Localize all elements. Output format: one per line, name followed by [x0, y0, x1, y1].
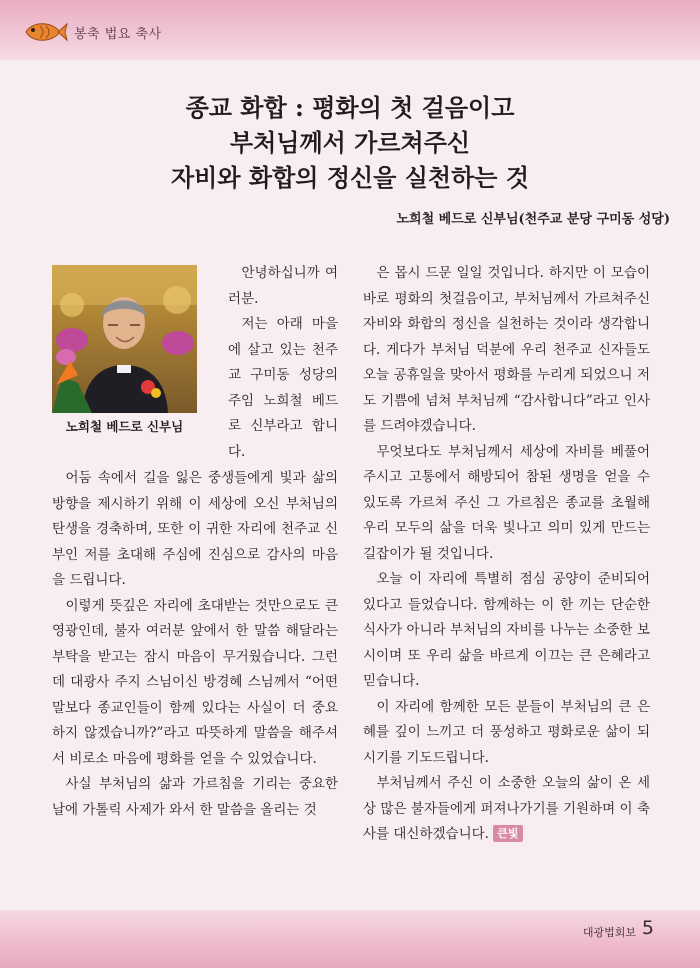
- article-title: [0, 90, 700, 195]
- body-paragraph: 어둠 속에서 길을 잃은 중생들에게 빛과 삶의 방향을 제시하기 위해 이 세상에 오신 부처님의 탄생을 경축하며, 또한 이 귀한 자리에 천주교 신부인 저를 초대해 주심에 진심으로 감사의 마음을 드립니다.: [52, 470, 338, 588]
- title-line-3: 자비와 화합의 정신을 실천하는 것: [171, 163, 529, 192]
- title-line-2: 부처님께서 가르쳐주신: [229, 128, 471, 157]
- author-photo: [52, 265, 197, 413]
- photo-caption: 노희철 베드로 신부님: [65, 419, 184, 434]
- body-paragraph: 이 자리에 함께한 모든 분들이 부처님의 큰 은혜를 깊이 느끼고 더 풍성하고 평화로운 삶이 되시기를 기도드립니다.: [363, 698, 650, 766]
- author-byline: 노희철 베드로 신부님(천주교 분당 구미동 성당): [396, 212, 670, 227]
- body-paragraph: 사실 부처님의 삶과 가르침을 기리는 중요한 날에 가톨릭 사제가 와서 한 말씀을 올리는 것: [52, 776, 338, 818]
- closing-text: 부처님께서 주신 이 소중한 오늘의 삶이 온 세상 많은 불자들에게 퍼져나가기를 기원하며 이 축사를 대신하겠습니다.: [363, 775, 650, 842]
- publication-name: 대광법회보: [582, 926, 636, 939]
- section-tab: [22, 18, 162, 46]
- body-paragraph: 무엇보다도 부처님께서 세상에 자비를 베풀어 주시고 고통에서 해방되어 참된 생명을 얻을 수 있도록 가르쳐 주신 그 가르침은 종교를 초월해 우리 모두의 삶을 더욱 빛나고 의미 있게 만드는 길잡이가 될 것입니다.: [363, 443, 650, 562]
- end-badge: 큰빛: [493, 825, 522, 842]
- intro-column: [228, 261, 338, 465]
- intro-paragraph: 안녕하십니까 여러분.: [228, 265, 338, 307]
- title-line-1: 종교 화합 : 평화의 첫 걸음이고: [185, 93, 515, 122]
- intro-paragraph: 저는 아래 마을에 살고 있는 천주교 구미동 성당의 주임 노희철 베드로 신부라고 합니다.: [228, 316, 338, 460]
- closing-paragraph: [363, 771, 650, 848]
- left-column: [52, 466, 338, 823]
- body-paragraph: 은 몹시 드문 일일 것입니다. 하지만 이 모습이 바로 평화의 첫걸음이고, 부처님께서 가르쳐주신 자비와 화합의 정신을 실천하는 것이라 생각합니다. 게다가 부처님 덕분에 우리 천주교 신자들도 오늘 공휴일을 맞아서 평화를 누리게 되었으니 저도 기쁨에 넘쳐 부처님께 “감사합니다”라고 인사를 드려야겠습니다.: [363, 265, 650, 434]
- body-paragraph: 오늘 이 자리에 특별히 점심 공양이 준비되어 있다고 들었습니다. 함께하는 이 한 끼는 단순한 식사가 아니라 부처님의 자비를 나누는 소중한 보시이며 또 우리 삶을 바르게 이끄는 큰 은혜라고 믿습니다.: [363, 571, 650, 689]
- page-number: 5: [641, 917, 654, 939]
- section-label: 봉축 법요 축사: [74, 26, 162, 42]
- body-paragraph: 이렇게 뜻깊은 자리에 초대받는 것만으로도 큰 영광인데, 불자 여러분 앞에서 한 말씀 해달라는 부탁을 받고는 잠시 마음이 무거웠습니다. 그런데 대광사 주지 스님이신 방경혜 스님께서 “어떤 말보다 종교인들이 함께 있다는 사실이 더 중요하지 않겠습니까?”라고 따뜻하게 말씀을 해주셔서 비로소 마음에 평화를 얻을 수 있었습니다.: [52, 597, 338, 767]
- right-column: [363, 261, 650, 848]
- fish-icon: [22, 18, 68, 46]
